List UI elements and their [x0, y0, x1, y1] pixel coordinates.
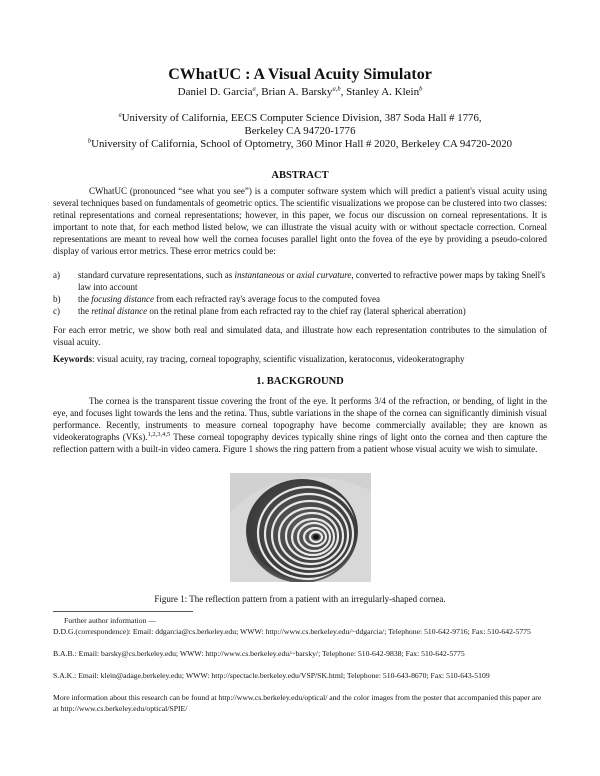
- citation-refs: 1,2,3,4,5: [147, 431, 171, 438]
- list-text: from each refracted ray's average focus to the computed fovea: [154, 294, 381, 304]
- author-affil-mark: a,b: [332, 85, 341, 93]
- list-marker: b): [53, 294, 61, 304]
- keywords-line: [53, 353, 547, 365]
- list-text: on the retinal plane from each refracted ray to the chief ray (lateral spherical aberration): [147, 306, 466, 316]
- author-affil-mark: a: [252, 85, 256, 93]
- affil-mark: a: [118, 111, 122, 119]
- background-paragraph: [53, 395, 547, 455]
- section-heading: 1. BACKGROUND: [256, 376, 344, 387]
- affil-line: Berkeley CA 94720-1776: [244, 125, 356, 137]
- list-emphasis: retinal distance: [91, 306, 148, 316]
- author-name: Daniel D. Garcia: [177, 86, 253, 98]
- abstract-paragraph: CWhatUC (pronounced “see what you see”) is a computer software system which will predict a patient's visual acuity using several techniques based on fundamentals of geometric optics. The scientific visualizations we propose can be clustered into two classes: retinal representations and corneal representations; however, in this paper, we focus our discussion on corneal representations. It is important to note that, for each method listed below, we can illustrate the visual acuity with or without spectacle correction. Corneal representations are meant to reveal how well the cornea focuses parallel light onto the fovea of the eye by providing a pseudo-colored display of various error metrics. These error metrics could be:: [53, 186, 547, 256]
- list-item: [53, 305, 547, 317]
- list-marker: a): [53, 270, 60, 280]
- list-text: , converted to refractive power maps by taking Snell's law into account: [78, 270, 546, 292]
- footnote-header: Further author information —: [64, 616, 157, 625]
- pupil-center: [313, 535, 319, 540]
- abstract-heading: ABSTRACT: [271, 170, 329, 181]
- list-emphasis: instantaneous: [234, 270, 285, 280]
- author-name: Stanley A. Klein: [346, 86, 420, 98]
- affil-line: University of California, EECS Computer Science Division, 387 Soda Hall # 1776,: [121, 112, 482, 124]
- affil-mark: b: [87, 137, 92, 145]
- list-text: the: [78, 294, 92, 304]
- list-emphasis: focusing distance: [91, 294, 154, 304]
- list-item: [53, 293, 547, 305]
- footnote-line: D.D.G.(correspondence): Email: ddgarcia@cs.berkeley.edu; WWW: http://www.cs.berkeley.edu/~ddgarcia/; Telephone: 510-642-9716; Fax: 510-642-5775: [53, 627, 531, 636]
- list-text: the: [78, 306, 92, 316]
- footnote-line: S.A.K.: Email: klein@adage.berkeley.edu; WWW: http://spectacle.berkeley.edu/VSP/SK.html; Telephone: 510-643-8670; Fax: 510-643-5109: [53, 671, 490, 680]
- author-list: Daniel D. Garcia$^a$, Brian A. Barsky$^{a,b}$, Stanley A. Klein$^b$: [177, 85, 423, 98]
- figure-caption: Figure 1: The reflection pattern from a patient with an irregularly-shaped cornea.: [154, 594, 446, 604]
- paper-title: CWhatUC : A Visual Acuity Simulator: [168, 66, 432, 83]
- list-text: or: [284, 270, 297, 280]
- paragraph-text: These corneal topography devices typically shine rings of light onto the cornea and then capture the reflection pattern with a built-in video camera. Figure 1 shows the ring pattern from a patient whose visual acuity we wish to simulate.: [53, 432, 547, 454]
- affiliation-b: [0, 138, 600, 151]
- list-text: standard curvature representations, such as: [78, 270, 235, 280]
- paragraph-text: The cornea is the transparent tissue covering the front of the eye. It performs 3/4 of the refraction, or bending, of light in the eye, and focuses light towards the lens and the retina. Thus, subtle variations in the shape of the cornea can significantly diminish visual performance. Recently, instruments to measure corneal topography have become commercially available; they are known as videokeratographs (VKs).: [53, 396, 547, 442]
- footnote-line: B.A.B.: Email: barsky@cs.berkeley.edu; WWW: http://www.cs.berkeley.edu/~barsky/; Telephone: 510-642-9838; Fax: 510-642-5775: [53, 649, 465, 658]
- author-name: Brian A. Barsky: [261, 86, 333, 98]
- abstract-paragraph: For each error metric, we show both real and simulated data, and illustrate how each representation contributes to the simulation of visual acuity.: [53, 325, 547, 347]
- affil-line: University of California, School of Optometry, 360 Minor Hall # 2020, Berkeley CA 94720-2020: [91, 138, 513, 150]
- footnote-line: More information about this research can be found at http://www.cs.berkeley.edu/optical/ and the color images from the poster that accompanied this paper are at http://www.cs.berkeley.edu/optical/SPIE/: [53, 693, 542, 713]
- keywords-text: : visual acuity, ray tracing, corneal topography, scientific visualization, keratoconus, videokeratography: [92, 354, 465, 364]
- list-emphasis: axial curvature: [296, 270, 352, 280]
- affiliation-a: [0, 112, 600, 138]
- corneal-reflection-figure: [230, 473, 371, 582]
- keywords-label: Keywords: [53, 354, 92, 364]
- list-item: [53, 269, 547, 293]
- author-affil-mark: b: [419, 85, 423, 93]
- list-marker: c): [53, 306, 60, 316]
- footnote-divider: [53, 611, 193, 612]
